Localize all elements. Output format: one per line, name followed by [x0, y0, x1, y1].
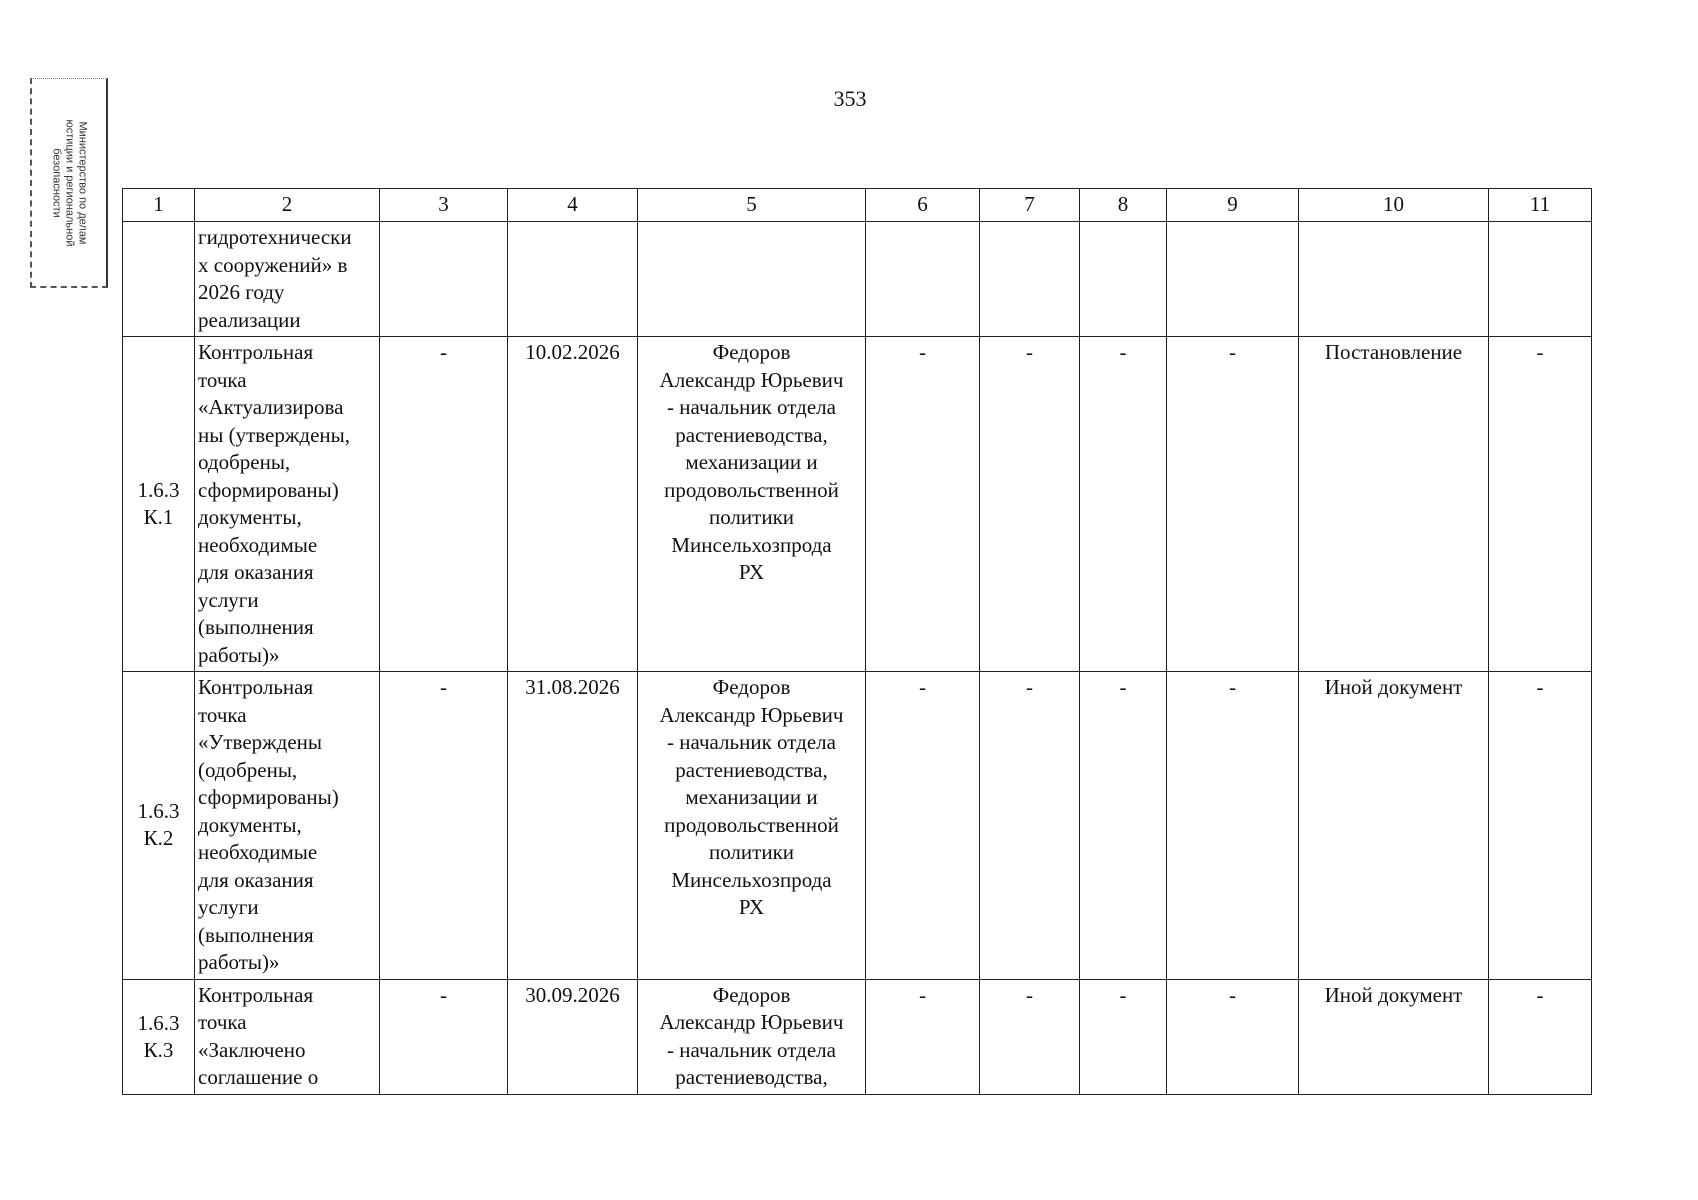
table-row — [123, 672, 1592, 980]
cell-col9 — [1167, 222, 1299, 337]
cell-col9: - — [1167, 337, 1299, 672]
header-col: 4 — [508, 189, 638, 222]
row-name: Контрольная точка «Актуализирова ны (утверждены, одобрены, сформированы) документы, необходимые для оказания услуги (выполнения работы)» — [195, 337, 380, 672]
cell-col7 — [980, 222, 1080, 337]
cell-document: Иной документ — [1299, 672, 1489, 980]
cell-col6: - — [866, 337, 980, 672]
cell-col11: - — [1489, 672, 1592, 980]
cell-col8: - — [1080, 337, 1167, 672]
cell-date: 30.09.2026 — [508, 979, 638, 1094]
cell-col3: - — [380, 337, 508, 672]
cell-date — [508, 222, 638, 337]
registration-stamp — [30, 78, 108, 288]
table-row — [123, 979, 1592, 1094]
cell-document: Иной документ — [1299, 979, 1489, 1094]
header-col: 3 — [380, 189, 508, 222]
cell-responsible: Федоров Александр Юрьевич - начальник отдела растениеводства, — [638, 979, 866, 1094]
cell-col9: - — [1167, 979, 1299, 1094]
header-col: 1 — [123, 189, 195, 222]
cell-col6: - — [866, 672, 980, 980]
cell-date: 10.02.2026 — [508, 337, 638, 672]
header-col: 5 — [638, 189, 866, 222]
cell-col11: - — [1489, 337, 1592, 672]
cell-col7: - — [980, 337, 1080, 672]
table-row — [123, 337, 1592, 672]
row-number: 1.6.3 К.3 — [123, 979, 195, 1094]
table-header-row — [123, 189, 1592, 222]
cell-document: Постановление — [1299, 337, 1489, 672]
header-col: 7 — [980, 189, 1080, 222]
cell-col3: - — [380, 672, 508, 980]
row-name: гидротехнически х сооружений» в 2026 году реализации — [195, 222, 380, 337]
cell-responsible: Федоров Александр Юрьевич - начальник отдела растениеводства, механизации и продовольственной политики Минсельхозпрода РХ — [638, 337, 866, 672]
cell-col8: - — [1080, 979, 1167, 1094]
cell-col7: - — [980, 672, 1080, 980]
cell-col6 — [866, 222, 980, 337]
cell-col9: - — [1167, 672, 1299, 980]
row-number: 1.6.3 К.2 — [123, 672, 195, 980]
row-number — [123, 222, 195, 337]
cell-col8: - — [1080, 672, 1167, 980]
header-col: 2 — [195, 189, 380, 222]
plan-table — [122, 188, 1592, 1095]
row-number: 1.6.3 К.1 — [123, 337, 195, 672]
header-col: 8 — [1080, 189, 1167, 222]
cell-col3 — [380, 222, 508, 337]
header-col: 11 — [1489, 189, 1592, 222]
cell-document — [1299, 222, 1489, 337]
cell-col11: - — [1489, 979, 1592, 1094]
header-col: 10 — [1299, 189, 1489, 222]
cell-responsible — [638, 222, 866, 337]
page-number: 353 — [833, 86, 867, 111]
header-col: 9 — [1167, 189, 1299, 222]
cell-col8 — [1080, 222, 1167, 337]
cell-responsible: Федоров Александр Юрьевич - начальник отдела растениеводства, механизации и продовольственной политики Минсельхозпрода РХ — [638, 672, 866, 980]
cell-col6: - — [866, 979, 980, 1094]
row-name: Контрольная точка «Утверждены (одобрены, сформированы) документы, необходимые для оказания услуги (выполнения работы)» — [195, 672, 380, 980]
cell-col3: - — [380, 979, 508, 1094]
row-name: Контрольная точка «Заключено соглашение о — [195, 979, 380, 1094]
cell-col11 — [1489, 222, 1592, 337]
cell-col7: - — [980, 979, 1080, 1094]
table-row — [123, 222, 1592, 337]
cell-date: 31.08.2026 — [508, 672, 638, 980]
header-col: 6 — [866, 189, 980, 222]
stamp-text: Министерство по делам юстиции и региональной безопасности — [50, 119, 89, 246]
